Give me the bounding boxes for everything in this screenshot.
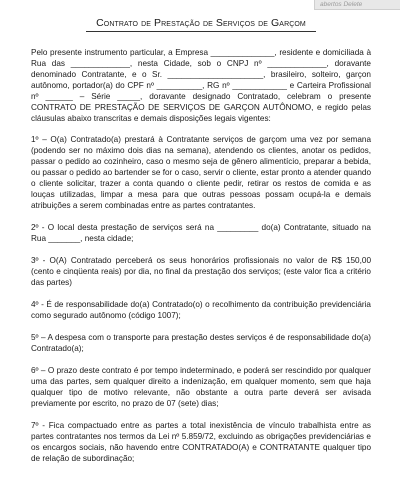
contract-clause-3: 3º - O(A) Contratado perceberá os seus honorários profissionais no valor de R$ 150,00 (cento e cinqüenta reais) por dia, no final da prestação dos serviços; (este valor fica a critério das partes) [31, 256, 371, 287]
contract-clause-2: 2º - O local desta prestação de serviços será na _________ do(a) Contratante, situado na Rua _______, nesta cidade; [31, 223, 371, 243]
contract-clause-5: 5º – A despesa com o transporte para prestação destes serviços é de responsabilidade do(a) Contratado(a); [31, 333, 371, 353]
contract-clause-1: 1º – O(a) Contratado(a) prestará à Contratante serviços de garçom uma vez por semana (podendo ser no máximo dois dias na semana), atendendo os clientes, anotar os pedidos, passar o pedido ao cozinheiro, caso o mesmo seja de gênero alimentício, preparar a bebida, ou passar o pedido ao bartender se for o caso, servir o cliente, estar pronto a atender quando o cliente solicitar, trazer a conta quando o cliente pedir, retirar os restos de comida e as louças utilizadas, limpar a mesa para que outras pessoas possam ocupá-la e demais atribuições a serem combinadas entre as partes contratantes. [31, 135, 371, 210]
contract-clause-4: 4º - É de responsabilidade do(a) Contratado(o) o recolhimento da contribuição previdenciária como segurado autônomo (código 1007); [31, 300, 371, 320]
contract-clause-6: 6º – O prazo deste contrato é por tempo indeterminado, e poderá ser rescindido por qualquer uma das partes, sem qualquer direito a indenização, em qualquer momento, sem que haja qualquer tipo de motivo relevante, não obstante a outra parte deverá ser avisada previamente por escrito, no prazo de 07 (sete) dias; [31, 366, 371, 408]
contract-clause-7: 7º - Fica compactuado entre as partes a total inexistência de vínculo trabalhista entre as partes contratantes nos termos da Lei nº 5.859/72, excluindo as obrigações previdenciárias e os encargos sociais, não havendo entre CONTRATADO(A) e CONTRATANTE qualquer tipo de relação de subordinação; [31, 421, 371, 463]
editor-tab-label[interactable]: abertos Delete [314, 0, 400, 10]
contract-body [31, 47, 371, 475]
contract-paragraph-intro: Pelo presente instrumento particular, a Empresa ______________, residente e domiciliada à Rua das _____________, nesta Cidade, sob o CNPJ nº _____________, doravante denominado Contratante, e o Sr. _____________________, brasileiro, solteiro, garçon autônomo, portador(a) do CPF nº __________, RG nº ____________ e Carteira Profissional nº ______ – Série _____, doravante designado Contratado, celebram o presente CONTRATO DE PRESTAÇÃO DE SERVIÇOS DE GARÇON AUTÔNOMO, e regido pelas cláusulas abaixo transcritas e demais disposições legais vigentes: [31, 48, 371, 123]
document-title: Contrato de Prestação de Serviços de Garçom [86, 17, 316, 32]
